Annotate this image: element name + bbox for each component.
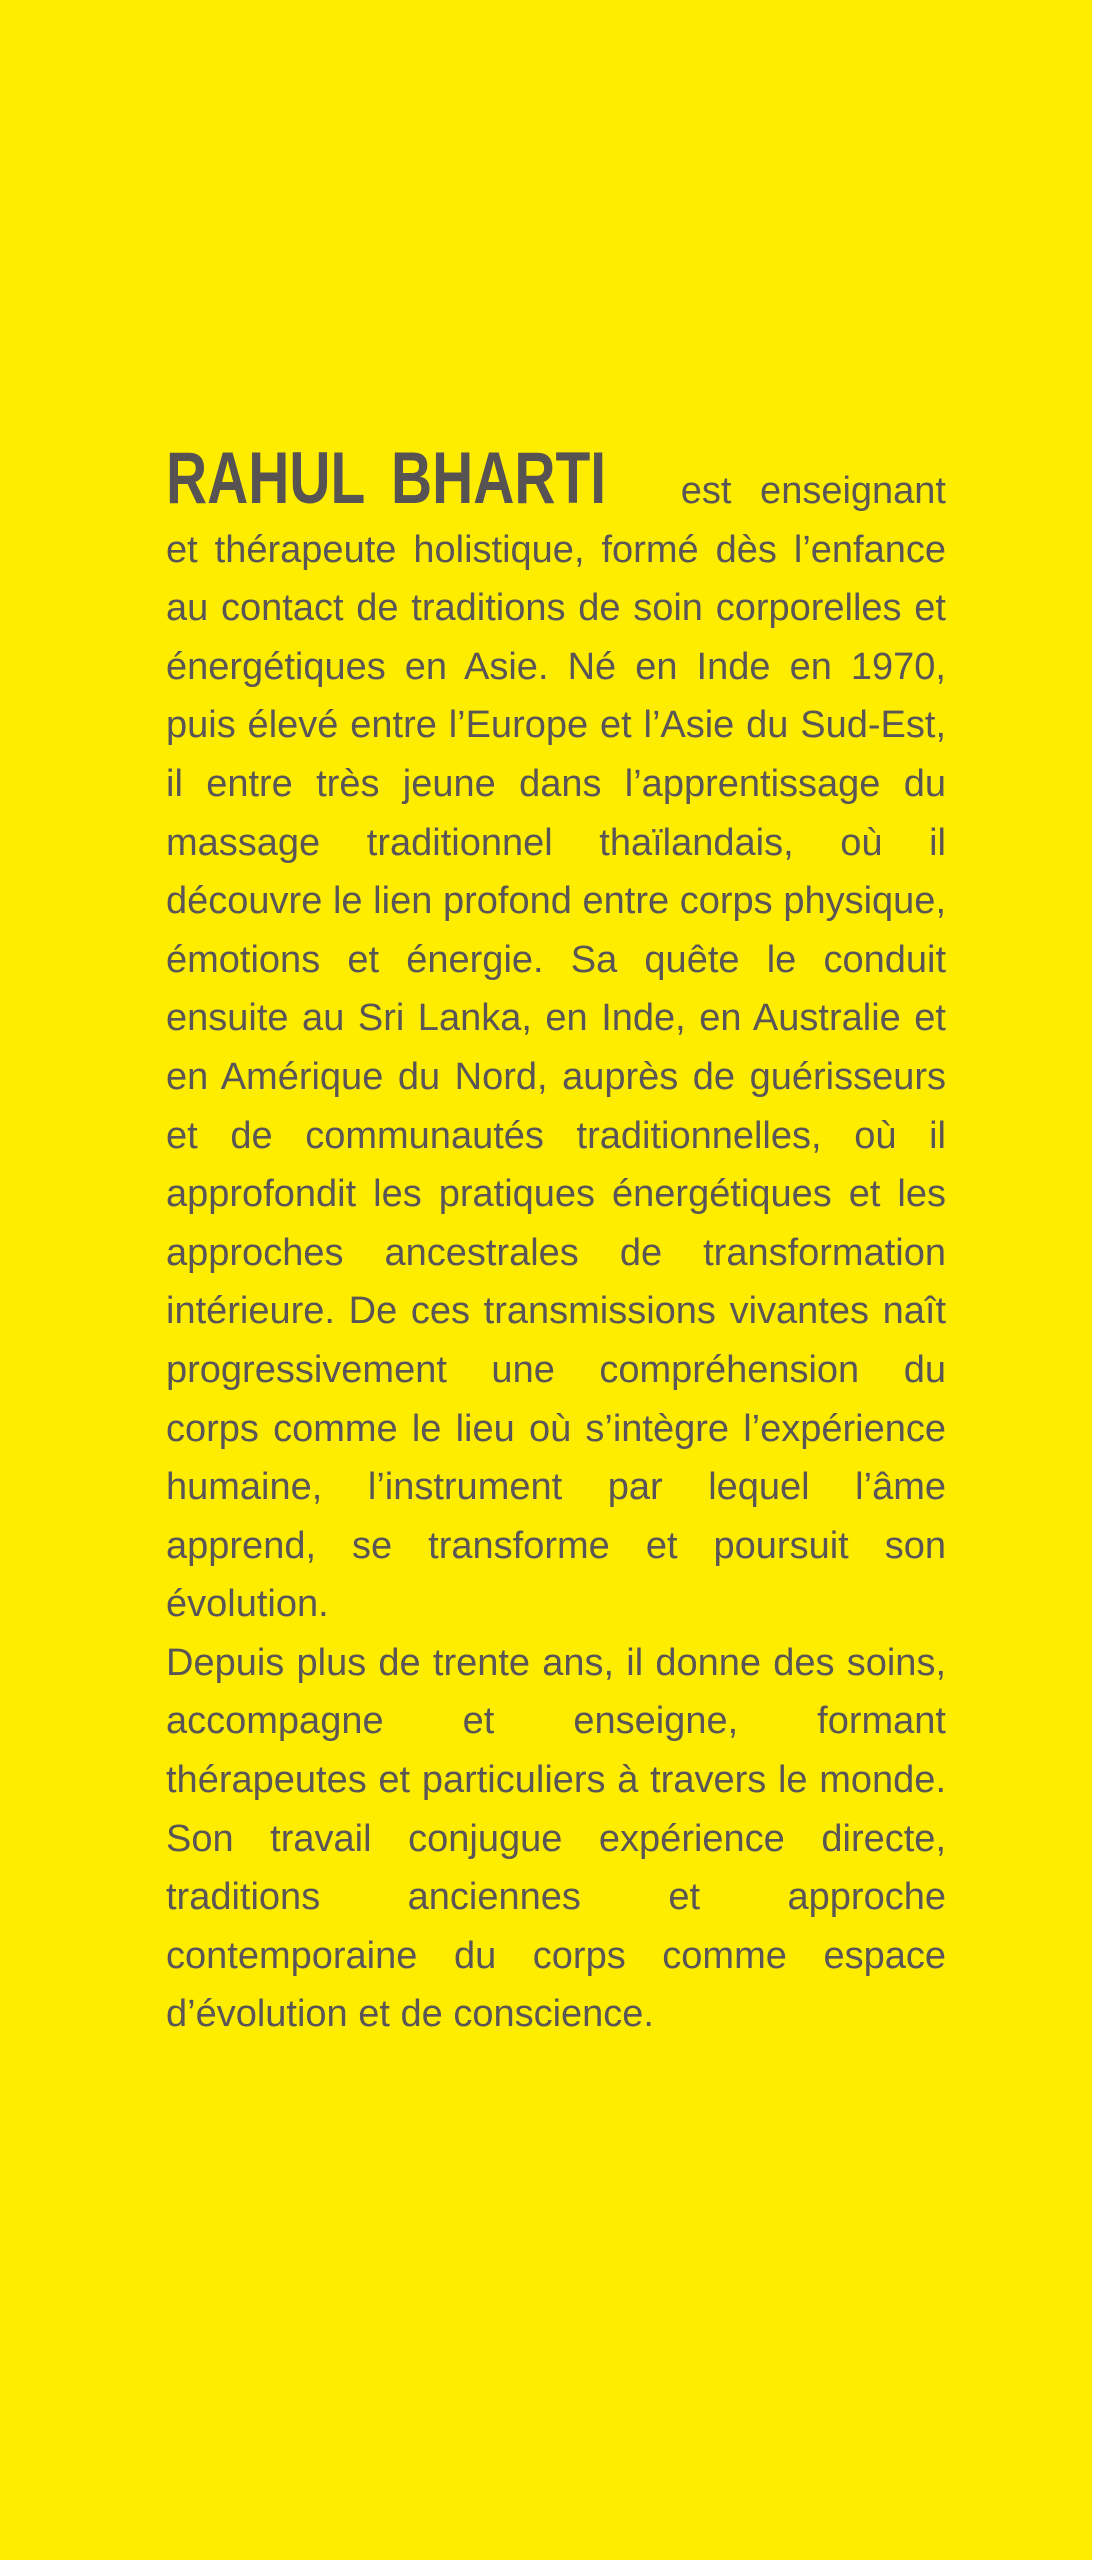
- bio-paragraph-2: Depuis plus de trente ans, il donne des soins, accompagne et enseigne, formant thérapeutes et particuliers à travers le monde. Son travail conjugue expérience directe, traditions anciennes et approche contemporaine du corps comme espace d’évolution et de conscience.: [166, 1641, 946, 2036]
- page-edge: [1092, 0, 1113, 2560]
- author-bio: [166, 438, 946, 2044]
- bio-paragraph-1-text: est enseignant et thérapeute holistique, formé dès l’enfance au contact de traditions de soin corporelles et énergétiques en Asie. Né en Inde en 1970, puis élevé entre l’Europe et l’Asie du Sud-Est, il entre très jeune dans l’apprentissage du massage traditionnel thaïlandais, où il découvre le lien profond entre corps physique, émotions et énergie. Sa quête le conduit ensuite au Sri Lanka, en Inde, en Australie et en Amérique du Nord, auprès de guérisseurs et de communautés traditionnelles, où il approfondit les pratiques énergétiques et les approches ancestrales de transformation intérieure. De ces transmissions vivantes naît progressivement une compréhension du corps comme le lieu où s’intègre l’expérience humaine, l’instrument par lequel l’âme apprend, se transforme et poursuit son évolution.: [166, 470, 946, 1626]
- author-name: RAHUL BHARTI: [166, 438, 607, 519]
- bio-paragraph-1: [166, 438, 946, 1634]
